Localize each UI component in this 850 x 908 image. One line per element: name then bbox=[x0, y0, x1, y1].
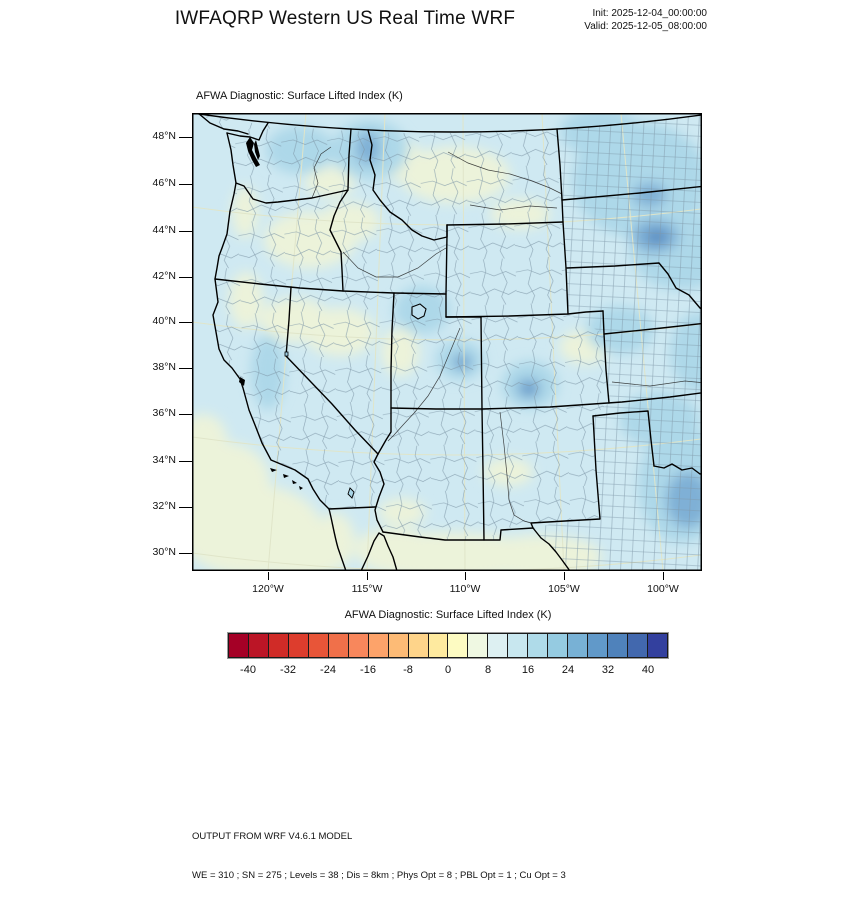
colorbar-cell bbox=[488, 633, 508, 658]
colorbar-cell bbox=[409, 633, 429, 658]
colorbar-cell bbox=[548, 633, 568, 658]
colorbar-tick-label: 32 bbox=[601, 664, 615, 676]
lake-tahoe bbox=[285, 352, 288, 356]
colorbar-cell bbox=[329, 633, 349, 658]
colorbar-tick-label: -32 bbox=[280, 664, 296, 676]
lon-tick-mark bbox=[367, 572, 368, 580]
lat-tick-mark bbox=[179, 322, 192, 323]
colorbar-cell bbox=[588, 633, 608, 658]
lat-tick-label: 48°N bbox=[152, 130, 176, 142]
colorbar-tick-label: -24 bbox=[320, 664, 336, 676]
colorbar-cell bbox=[628, 633, 648, 658]
colorbar-cell bbox=[289, 633, 309, 658]
colorbar-tick-label: 24 bbox=[561, 664, 575, 676]
lat-tick-mark bbox=[179, 414, 192, 415]
colorbar-cell bbox=[369, 633, 389, 658]
colorbar bbox=[228, 633, 668, 658]
colorbar-cell bbox=[508, 633, 528, 658]
colorbar-tick-label: 16 bbox=[521, 664, 535, 676]
run-info bbox=[430, 7, 707, 33]
colorbar-cell bbox=[528, 633, 548, 658]
lon-tick-mark bbox=[564, 572, 565, 580]
colorbar-cell bbox=[249, 633, 269, 658]
colorbar-cell bbox=[648, 633, 668, 658]
colorbar-cell bbox=[228, 633, 249, 658]
valid-timestamp: Valid: 2025-12-05_08:00:00 bbox=[584, 21, 707, 32]
lat-tick-mark bbox=[179, 231, 192, 232]
colorbar-tick-label: 8 bbox=[484, 664, 492, 676]
colorbar-tick-label: -40 bbox=[240, 664, 256, 676]
lon-tick-label: 100°W bbox=[647, 583, 679, 595]
lat-tick-label: 44°N bbox=[152, 224, 176, 236]
colorbar-cell bbox=[608, 633, 628, 658]
colorbar-tick-label: -8 bbox=[403, 664, 413, 676]
lat-tick-label: 32°N bbox=[152, 500, 176, 512]
colorbar-tick-label: -16 bbox=[360, 664, 376, 676]
lon-tick-mark bbox=[465, 572, 466, 580]
lon-tick-label: 120°W bbox=[252, 583, 284, 595]
lon-tick-label: 105°W bbox=[548, 583, 580, 595]
colorbar-cell bbox=[349, 633, 369, 658]
lat-tick-mark bbox=[179, 553, 192, 554]
lon-tick-label: 115°W bbox=[351, 583, 383, 595]
page-title: IWFAQRP Western US Real Time WRF bbox=[174, 8, 516, 29]
colorbar-cell bbox=[429, 633, 449, 658]
footer-line-1: OUTPUT FROM WRF V4.6.1 MODEL bbox=[192, 831, 353, 842]
border-ut-co bbox=[481, 317, 482, 409]
colorbar-cell bbox=[568, 633, 588, 658]
init-timestamp: Init: 2025-12-04_00:00:00 bbox=[592, 8, 707, 19]
lon-tick-mark bbox=[663, 572, 664, 580]
lat-tick-label: 42°N bbox=[152, 270, 176, 282]
lat-tick-mark bbox=[179, 368, 192, 369]
lon-tick-label: 110°W bbox=[449, 583, 481, 595]
map-canvas bbox=[192, 113, 702, 571]
lat-tick-label: 46°N bbox=[152, 177, 176, 189]
colorbar-cell bbox=[309, 633, 329, 658]
lat-tick-label: 30°N bbox=[152, 546, 176, 558]
colorbar-tick-label: 0 bbox=[444, 664, 452, 676]
lat-tick-mark bbox=[179, 137, 192, 138]
lon-tick-mark bbox=[268, 572, 269, 580]
lat-tick-label: 38°N bbox=[152, 361, 176, 373]
colorbar-cell bbox=[269, 633, 289, 658]
model-footer bbox=[192, 804, 566, 908]
map-title: AFWA Diagnostic: Surface Lifted Index (K) bbox=[196, 90, 403, 102]
lat-tick-mark bbox=[179, 461, 192, 462]
footer-line-2: WE = 310 ; SN = 275 ; Levels = 38 ; Dis = 8km ; Phys Opt = 8 ; PBL Opt = 1 ; Cu Opt = 3 bbox=[192, 870, 566, 881]
colorbar-tick-label: 40 bbox=[641, 664, 655, 676]
lat-tick-mark bbox=[179, 277, 192, 278]
colorbar-title: AFWA Diagnostic: Surface Lifted Index (K) bbox=[344, 609, 552, 621]
lat-tick-mark bbox=[179, 507, 192, 508]
lat-tick-label: 36°N bbox=[152, 407, 176, 419]
colorbar-cell bbox=[448, 633, 468, 658]
lat-tick-mark bbox=[179, 184, 192, 185]
lat-tick-label: 40°N bbox=[152, 315, 176, 327]
colorbar-cell bbox=[468, 633, 488, 658]
lat-tick-label: 34°N bbox=[152, 454, 176, 466]
colorbar-cell bbox=[389, 633, 409, 658]
